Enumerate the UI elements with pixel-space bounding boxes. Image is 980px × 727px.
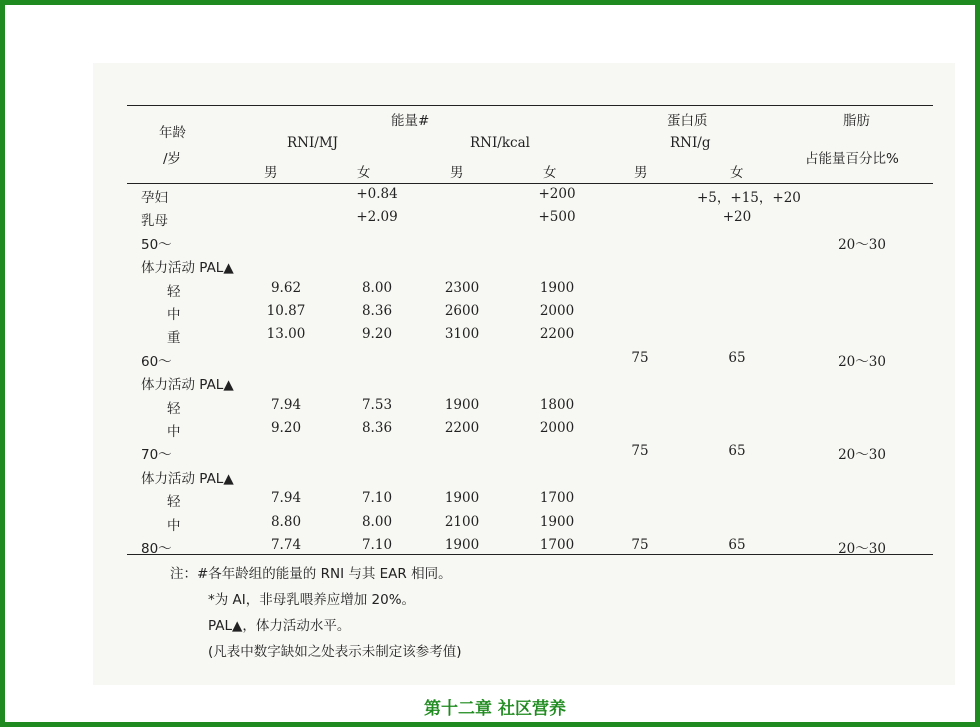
table-row xyxy=(127,490,933,513)
header-male-g: 男 xyxy=(634,165,648,181)
table-row xyxy=(127,514,933,537)
table-row xyxy=(127,326,933,349)
protein-female-g-cell: +5，+15，+20 xyxy=(697,190,801,206)
row-label: 60～ xyxy=(141,353,172,370)
header-male-kcal: 男 xyxy=(450,165,464,181)
protein-female-g-cell: 65 xyxy=(728,349,746,366)
fat-percent-cell: 20～30 xyxy=(838,236,886,253)
note-3: PAL▲，体力活动水平。 xyxy=(208,618,351,634)
header-age-line1: 年龄 xyxy=(159,125,186,141)
energy-female-mj-cell: +2.09 xyxy=(356,209,398,226)
energy-female-kcal-cell: +200 xyxy=(538,186,576,202)
row-label: 中 xyxy=(167,307,181,323)
header-age-line2: /岁 xyxy=(163,151,182,167)
protein-female-g-cell: 65 xyxy=(728,537,746,553)
energy-female-kcal-cell: 2200 xyxy=(539,326,575,343)
table-row xyxy=(127,209,933,232)
row-label: 70～ xyxy=(141,447,172,464)
fat-percent-cell: 20～30 xyxy=(838,541,886,557)
energy-male-mj-cell: 7.94 xyxy=(270,490,302,507)
energy-male-kcal-cell: 2200 xyxy=(444,420,480,436)
row-label: 体力活动 PAL▲ xyxy=(141,470,234,487)
energy-female-kcal-cell: 1900 xyxy=(539,279,575,296)
energy-male-kcal-cell: 1900 xyxy=(444,396,480,413)
row-label: 80～ xyxy=(141,541,172,557)
row-label: 体力活动 PAL▲ xyxy=(141,377,234,394)
energy-male-mj-cell: 9.62 xyxy=(270,279,302,296)
table-row xyxy=(127,303,933,326)
row-label: 中 xyxy=(167,517,181,534)
header-female-kcal: 女 xyxy=(543,165,557,181)
table-row xyxy=(127,420,933,443)
row-label: 体力活动 PAL▲ xyxy=(141,260,234,277)
protein-male-g-cell: 75 xyxy=(631,443,649,460)
row-label: 50～ xyxy=(141,236,172,253)
protein-male-g-cell: 75 xyxy=(631,349,649,366)
table-notes xyxy=(170,561,462,665)
energy-male-mj-cell: 9.20 xyxy=(270,420,302,436)
energy-male-kcal-cell: 1900 xyxy=(444,490,480,507)
header-fat: 脂肪 xyxy=(843,113,870,129)
header-rni-mj: RNI/MJ xyxy=(287,135,339,151)
protein-female-g-cell: +20 xyxy=(722,209,752,226)
energy-female-mj-cell: 9.20 xyxy=(361,326,393,343)
table-bottom-rule xyxy=(127,554,933,555)
table-row xyxy=(127,350,933,373)
energy-female-kcal-cell: 1700 xyxy=(539,490,575,507)
energy-male-mj-cell: 10.87 xyxy=(266,303,306,319)
header-female-mj: 女 xyxy=(357,165,371,181)
energy-male-mj-cell: 8.80 xyxy=(270,513,302,530)
energy-male-mj-cell: 7.74 xyxy=(270,537,302,553)
energy-male-mj-cell: 13.00 xyxy=(266,326,306,343)
energy-male-kcal-cell: 1900 xyxy=(444,537,480,553)
table-row xyxy=(127,233,933,256)
energy-female-mj-cell: 8.36 xyxy=(361,420,393,436)
header-female-g: 女 xyxy=(730,165,744,181)
energy-male-kcal-cell: 2100 xyxy=(444,513,480,530)
table-top-rule xyxy=(127,105,933,106)
header-male-mj: 男 xyxy=(264,165,278,181)
energy-male-kcal-cell: 2600 xyxy=(444,303,480,319)
header-fat-sub: 占能量百分比% xyxy=(805,151,899,167)
header-rni-kcal: RNI/kcal xyxy=(470,135,530,151)
header-protein: 蛋白质 xyxy=(667,113,708,129)
fat-percent-cell: 20～30 xyxy=(838,353,886,370)
energy-female-kcal-cell: 1700 xyxy=(539,537,575,553)
row-label: 重 xyxy=(167,330,181,347)
row-label: 乳母 xyxy=(141,213,168,230)
table-row xyxy=(127,373,933,396)
energy-male-kcal-cell: 2300 xyxy=(444,279,480,296)
row-label: 轻 xyxy=(167,400,181,417)
note-1: 注：#各年龄组的能量的 RNI 与其 EAR 相同。 xyxy=(170,566,452,582)
energy-female-kcal-cell: 2000 xyxy=(539,420,575,436)
energy-female-mj-cell: 8.36 xyxy=(361,303,393,319)
energy-female-mj-cell: 8.00 xyxy=(361,279,393,296)
energy-female-mj-cell: +0.84 xyxy=(356,186,398,202)
table-row xyxy=(127,280,933,303)
protein-female-g-cell: 65 xyxy=(728,443,746,460)
energy-female-kcal-cell: 1900 xyxy=(539,513,575,530)
table-row xyxy=(127,537,933,560)
note-4: (凡表中数字缺如之处表示未制定该参考值) xyxy=(208,644,462,660)
header-bottom-rule xyxy=(127,183,933,184)
energy-female-kcal-cell: 1800 xyxy=(539,396,575,413)
protein-male-g-cell: 75 xyxy=(631,537,649,553)
table-row xyxy=(127,443,933,466)
header-rni-g: RNI/g xyxy=(670,135,711,151)
energy-female-mj-cell: 7.10 xyxy=(361,537,393,553)
note-2: *为 AI，非母乳喂养应增加 20%。 xyxy=(208,592,416,608)
chapter-footer: 第十二章 社区营养 xyxy=(424,699,566,719)
energy-female-kcal-cell: 2000 xyxy=(539,303,575,319)
energy-male-kcal-cell: 3100 xyxy=(444,326,480,343)
table-row xyxy=(127,256,933,279)
row-label: 孕妇 xyxy=(141,190,168,206)
table-row xyxy=(127,397,933,420)
energy-female-mj-cell: 7.10 xyxy=(361,490,393,507)
header-energy: 能量# xyxy=(391,113,430,129)
fat-percent-cell: 20～30 xyxy=(838,447,886,464)
energy-female-kcal-cell: +500 xyxy=(538,209,576,226)
table-row xyxy=(127,467,933,490)
row-label: 轻 xyxy=(167,283,181,300)
table-row xyxy=(127,186,933,209)
energy-female-mj-cell: 8.00 xyxy=(361,513,393,530)
energy-female-mj-cell: 7.53 xyxy=(361,396,393,413)
row-label: 中 xyxy=(167,424,181,440)
row-label: 轻 xyxy=(167,494,181,511)
energy-male-mj-cell: 7.94 xyxy=(270,396,302,413)
